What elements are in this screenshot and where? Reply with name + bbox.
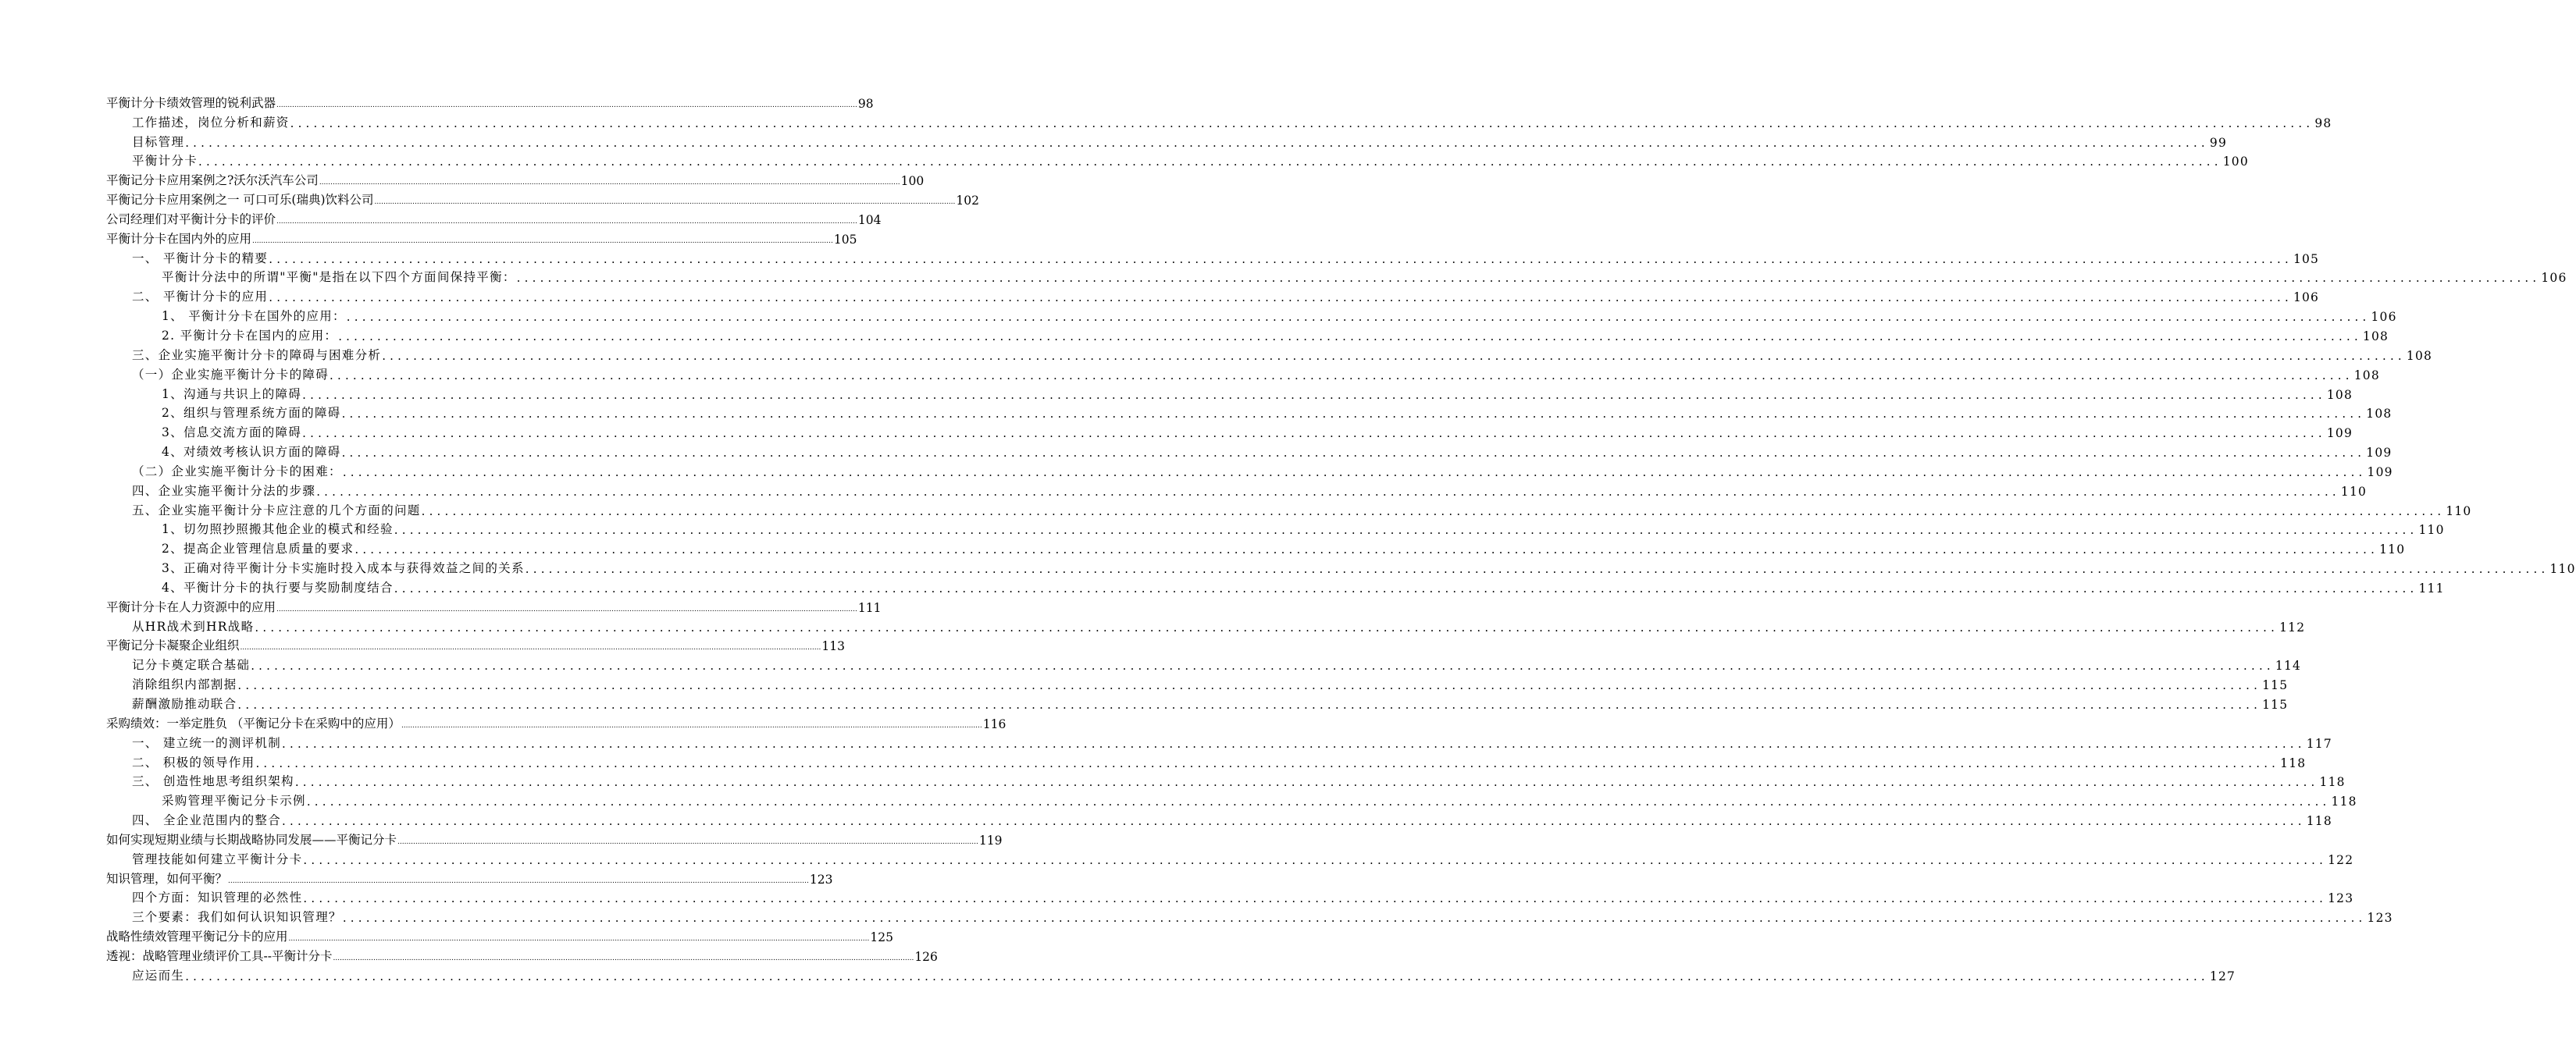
toc-entry-page-number: 112 xyxy=(2279,620,2306,635)
toc-entry-page-number: 106 xyxy=(2293,290,2320,305)
toc-entry-title: 目标管理 xyxy=(132,134,185,149)
toc-entry[interactable] xyxy=(0,304,2397,325)
toc-entry[interactable] xyxy=(0,596,882,615)
toc-entry-title: 2、组织与管理系统方面的障碍 xyxy=(162,406,341,421)
toc-entry[interactable] xyxy=(0,751,2307,770)
toc-entry-title: 采购绩效：一举定胜负 （平衡记分卡在采购中的应用） xyxy=(106,716,401,731)
dot-leader: .................................................................................................................................................................................................................................................................... xyxy=(198,155,2222,169)
toc-entry-page-number: 123 xyxy=(2328,891,2354,906)
toc-entry-page-number: 123 xyxy=(2367,911,2393,926)
toc-entry-title: 平衡记分卡应用案例之?沃尔沃汽车公司 xyxy=(106,173,319,188)
dot-leader: .................................................................................................................................................................................................................................................................... xyxy=(255,756,2280,770)
dot-leader: .................................................................................................................................................................................................................................................................... xyxy=(374,198,956,207)
toc-entry-page-number: 110 xyxy=(2446,503,2472,518)
toc-entry-title: （一）企业实施平衡计分卡的障碍 xyxy=(132,367,330,382)
toc-entry-page-number: 108 xyxy=(2406,348,2433,363)
toc-entry-title: 平衡计分卡绩效管理的锐利武器 xyxy=(106,95,276,110)
toc-entry-page-number: 104 xyxy=(857,212,882,227)
dot-leader: .................................................................................................................................................................................................................................................................... xyxy=(240,644,821,653)
toc-entry[interactable] xyxy=(0,712,1007,731)
toc-entry[interactable] xyxy=(0,537,2406,557)
toc-entry-title: 1、沟通与共识上的障碍 xyxy=(162,386,302,401)
toc-entry-title: 采购管理平衡记分卡示例 xyxy=(162,794,306,809)
toc-entry-title: 2、提高企业管理信息质量的要求 xyxy=(162,542,355,557)
toc-entry-title: （二）企业实施平衡计分卡的困难： xyxy=(132,464,342,478)
toc-entry-title: 四、企业实施平衡计分法的步骤 xyxy=(132,483,316,498)
toc-entry-title: 一、 平衡计分卡的精要 xyxy=(132,251,269,265)
toc-entry-page-number: 99 xyxy=(2209,135,2228,150)
toc-entry-page-number: 108 xyxy=(2362,329,2389,343)
dot-leader: .................................................................................................................................................................................................................................................................... xyxy=(237,678,2262,693)
toc-entry-page-number: 108 xyxy=(2353,368,2380,382)
toc-entry-page-number: 118 xyxy=(2319,775,2346,790)
dot-leader: .................................................................................................................................................................................................................................................................... xyxy=(276,101,857,109)
toc-entry-title: 四个方面：知识管理的必然性 xyxy=(132,891,303,905)
toc-entry-page-number: 126 xyxy=(914,949,938,964)
toc-entry-title: 平衡记分卡应用案例之一 可口可乐(瑞典)饮料公司 xyxy=(106,193,374,208)
toc-entry[interactable] xyxy=(0,653,2302,674)
toc-entry[interactable] xyxy=(0,635,845,654)
toc-entry-title: 从HR战术到HR战略 xyxy=(132,619,255,634)
toc-entry-page-number: 102 xyxy=(956,194,979,208)
toc-entry-title: 四、 全企业范围内的整合 xyxy=(132,813,282,828)
toc-entry-title: 二、 平衡计分卡的应用 xyxy=(132,290,269,304)
toc-entry-title: 平衡计分卡在人力资源中的应用 xyxy=(106,599,276,614)
toc-entry[interactable] xyxy=(0,169,925,189)
toc-entry-title: 平衡计分卡 xyxy=(132,154,198,169)
toc-entry-title: 2. 平衡计分卡在国内的应用： xyxy=(162,328,338,343)
toc-entry[interactable] xyxy=(0,925,893,945)
toc-entry-title: 五、企业实施平衡计分卡应注意的几个方面的问题 xyxy=(132,503,421,517)
toc-entry[interactable] xyxy=(0,518,2445,538)
dot-leader: .................................................................................................................................................................................................................................................................... xyxy=(342,911,2367,926)
dot-leader: .................................................................................................................................................................................................................................................................... xyxy=(185,135,2209,150)
dot-leader: .................................................................................................................................................................................................................................................................... xyxy=(269,251,2293,266)
dot-leader: .................................................................................................................................................................................................................................................................... xyxy=(255,620,2279,635)
toc-entry-title: 3、正确对待平衡计分卡实施时投入成本与获得效益之间的关系 xyxy=(162,561,525,576)
toc-entry-title: 知识管理，如何平衡？ xyxy=(106,871,228,886)
toc-entry[interactable] xyxy=(0,111,2332,130)
toc-entry-page-number: 108 xyxy=(2326,387,2353,402)
toc-entry[interactable] xyxy=(0,402,2393,421)
dot-leader: .................................................................................................................................................................................................................................................................... xyxy=(276,605,857,613)
toc-entry-page-number: 109 xyxy=(2367,464,2393,479)
dot-leader: .................................................................................................................................................................................................................................................................... xyxy=(355,542,2379,557)
dot-leader: .................................................................................................................................................................................................................................................................... xyxy=(525,562,2549,577)
dot-leader: .................................................................................................................................................................................................................................................................... xyxy=(276,217,857,226)
toc-entry-title: 应运而生 xyxy=(132,968,185,983)
toc-entry-page-number: 108 xyxy=(2366,407,2393,421)
toc-entry-page-number: 118 xyxy=(2280,756,2307,770)
dot-leader: .................................................................................................................................................................................................................................................................... xyxy=(341,446,2366,460)
toc-entry-title: 三、企业实施平衡计分卡的障碍与困难分析 xyxy=(132,347,382,362)
toc-entry[interactable] xyxy=(0,227,857,247)
toc-entry-title: 4、平衡计分卡的执行要与奖励制度结合 xyxy=(162,580,394,595)
toc-entry-page-number: 106 xyxy=(2541,271,2567,286)
dot-leader: .................................................................................................................................................................................................................................................................... xyxy=(237,698,2262,712)
dot-leader: .................................................................................................................................................................................................................................................................... xyxy=(346,310,2371,325)
toc-entry[interactable] xyxy=(0,382,2353,402)
toc-entry-title: 记分卡奠定联合基础 xyxy=(132,658,251,673)
toc-entry-title: 二、 积极的领导作用 xyxy=(132,755,255,770)
toc-entry[interactable] xyxy=(0,130,2228,150)
dot-leader: .................................................................................................................................................................................................................................................................... xyxy=(382,348,2406,363)
toc-entry-page-number: 110 xyxy=(2340,484,2368,499)
toc-entry-page-number: 119 xyxy=(978,833,1003,848)
dot-leader: .................................................................................................................................................................................................................................................................... xyxy=(302,387,2326,402)
toc-entry-page-number: 100 xyxy=(900,174,925,189)
dot-leader: .................................................................................................................................................................................................................................................................... xyxy=(288,935,870,944)
dot-leader: .................................................................................................................................................................................................................................................................... xyxy=(316,484,2340,499)
toc-entry-title: 平衡计分卡在国内外的应用 xyxy=(106,231,252,246)
toc-entry-page-number: 118 xyxy=(2331,795,2357,809)
toc-entry[interactable] xyxy=(0,673,2289,693)
toc-entry[interactable] xyxy=(0,499,2472,518)
dot-leader: .................................................................................................................................................................................................................................................................... xyxy=(251,659,2275,674)
toc-entry-page-number: 111 xyxy=(857,600,882,615)
dot-leader: .................................................................................................................................................................................................................................................................... xyxy=(252,236,833,245)
toc-entry-title: 1、切勿照抄照搬其他企业的模式和经验 xyxy=(162,522,394,537)
dot-leader: .................................................................................................................................................................................................................................................................... xyxy=(394,581,2418,596)
toc-entry-title: 平衡计分法中的所谓"平衡"是指在以下四个方面间保持平衡： xyxy=(162,270,516,285)
toc-entry[interactable] xyxy=(0,731,2332,751)
toc-entry[interactable] xyxy=(0,770,2346,790)
toc-entry-page-number: 109 xyxy=(2326,426,2353,441)
toc-entry[interactable] xyxy=(0,557,2576,577)
toc-entry-page-number: 110 xyxy=(2549,562,2576,577)
toc-entry-title: 透视：战略管理业绩评价工具--平衡计分卡 xyxy=(106,948,333,963)
toc-entry[interactable] xyxy=(0,867,833,887)
toc-entry-page-number: 123 xyxy=(809,872,833,887)
toc-entry[interactable] xyxy=(0,809,2332,829)
toc-entry-page-number: 116 xyxy=(982,717,1007,731)
toc-entry[interactable] xyxy=(0,440,2393,460)
toc-entry[interactable] xyxy=(0,460,2393,479)
toc-entry-title: 4、对绩效考核认识方面的障碍 xyxy=(162,445,341,460)
toc-entry-title: 三、 创造性地思考组织架构 xyxy=(132,774,294,789)
toc-entry-title: 消除组织内部割据 xyxy=(132,677,237,692)
dot-leader: .................................................................................................................................................................................................................................................................... xyxy=(338,329,2362,343)
dot-leader: .................................................................................................................................................................................................................................................................... xyxy=(421,503,2446,518)
toc-entry-title: 一、 建立统一的测评机制 xyxy=(132,735,282,750)
toc-entry[interactable] xyxy=(0,421,2353,441)
toc-entry[interactable] xyxy=(0,848,2354,867)
dot-leader: .................................................................................................................................................................................................................................................................... xyxy=(269,290,2293,305)
toc-entry-page-number: 98 xyxy=(857,96,874,111)
toc-entry-page-number: 105 xyxy=(2293,251,2320,266)
dot-leader: .................................................................................................................................................................................................................................................................... xyxy=(333,954,914,962)
dot-leader: .................................................................................................................................................................................................................................................................... xyxy=(306,795,2331,809)
toc-entry-page-number: 98 xyxy=(2314,116,2332,130)
dot-leader: .................................................................................................................................................................................................................................................................... xyxy=(342,464,2367,479)
toc-entry[interactable] xyxy=(0,905,2393,926)
toc-entry-title: 工作描述，岗位分析和薪资 xyxy=(132,115,290,130)
toc-entry-page-number: 122 xyxy=(2328,852,2354,867)
dot-leader: .................................................................................................................................................................................................................................................................... xyxy=(185,969,2209,983)
dot-leader: .................................................................................................................................................................................................................................................................... xyxy=(397,837,978,846)
toc-entry[interactable] xyxy=(0,479,2368,499)
toc-entry[interactable] xyxy=(0,188,979,208)
toc-entry[interactable] xyxy=(0,150,2249,169)
table-of-contents xyxy=(0,91,2576,983)
toc-entry-title: 如何实现短期业绩与长期战略协同发展——平衡记分卡 xyxy=(106,832,397,847)
toc-entry[interactable] xyxy=(0,692,2289,712)
toc-entry-page-number: 110 xyxy=(2379,542,2406,557)
toc-entry-page-number: 105 xyxy=(833,232,857,247)
toc-entry-title: 三个要素：我们如何认识知识管理？ xyxy=(132,910,342,925)
dot-leader: .................................................................................................................................................................................................................................................................... xyxy=(303,891,2328,906)
toc-entry[interactable] xyxy=(0,887,2354,906)
toc-entry-title: 薪酬激励推动联合 xyxy=(132,697,237,711)
toc-entry-page-number: 118 xyxy=(2306,814,2332,829)
dot-leader: .................................................................................................................................................................................................................................................................... xyxy=(341,407,2366,421)
dot-leader: .................................................................................................................................................................................................................................................................... xyxy=(401,721,982,730)
dot-leader: .................................................................................................................................................................................................................................................................... xyxy=(282,736,2306,751)
toc-entry-title: 1、 平衡计分卡在国外的应用： xyxy=(162,309,346,324)
toc-entry[interactable] xyxy=(0,828,1003,848)
toc-entry[interactable] xyxy=(0,247,2320,266)
toc-entry-page-number: 110 xyxy=(2418,523,2445,538)
toc-entry[interactable] xyxy=(0,343,2433,363)
toc-entry[interactable] xyxy=(0,285,2320,305)
toc-entry[interactable] xyxy=(0,324,2389,343)
toc-entry-title: 平衡记分卡凝聚企业组织 xyxy=(106,638,240,653)
dot-leader: .................................................................................................................................................................................................................................................................... xyxy=(303,852,2328,867)
toc-entry[interactable] xyxy=(0,208,882,227)
toc-entry-title: 管理技能如何建立平衡计分卡 xyxy=(132,852,303,866)
toc-entry-page-number: 117 xyxy=(2306,736,2332,751)
toc-entry-title: 公司经理们对平衡计分卡的评价 xyxy=(106,212,276,226)
toc-entry[interactable] xyxy=(0,944,938,964)
toc-entry-page-number: 114 xyxy=(2275,659,2302,674)
dot-leader: .................................................................................................................................................................................................................................................................... xyxy=(394,523,2418,538)
dot-leader: .................................................................................................................................................................................................................................................................... xyxy=(290,116,2314,130)
toc-entry-page-number: 111 xyxy=(2418,581,2445,596)
dot-leader: .................................................................................................................................................................................................................................................................... xyxy=(228,877,809,885)
toc-entry[interactable] xyxy=(0,91,874,111)
toc-entry-page-number: 109 xyxy=(2366,446,2393,460)
dot-leader: .................................................................................................................................................................................................................................................................... xyxy=(516,271,2541,286)
toc-entry-page-number: 115 xyxy=(2262,678,2289,693)
toc-entry[interactable] xyxy=(0,363,2380,382)
toc-entry[interactable] xyxy=(0,576,2445,596)
toc-entry-page-number: 127 xyxy=(2209,969,2236,983)
dot-leader: .................................................................................................................................................................................................................................................................... xyxy=(282,814,2306,829)
toc-entry-title: 3、信息交流方面的障碍 xyxy=(162,425,302,440)
toc-entry-page-number: 100 xyxy=(2222,155,2249,169)
toc-entry-page-number: 125 xyxy=(870,930,893,945)
toc-entry-page-number: 106 xyxy=(2371,310,2397,325)
dot-leader: .................................................................................................................................................................................................................................................................... xyxy=(302,426,2326,441)
toc-entry[interactable] xyxy=(0,789,2357,809)
toc-entry[interactable] xyxy=(0,266,2567,286)
toc-entry[interactable] xyxy=(0,964,2236,983)
toc-entry[interactable] xyxy=(0,615,2306,635)
toc-entry-page-number: 115 xyxy=(2262,698,2289,712)
toc-entry-title: 战略性绩效管理平衡记分卡的应用 xyxy=(106,930,288,944)
dot-leader: .................................................................................................................................................................................................................................................................... xyxy=(330,368,2353,382)
dot-leader: .................................................................................................................................................................................................................................................................... xyxy=(319,179,900,187)
dot-leader: .................................................................................................................................................................................................................................................................... xyxy=(294,775,2319,790)
toc-entry-page-number: 113 xyxy=(821,639,845,654)
